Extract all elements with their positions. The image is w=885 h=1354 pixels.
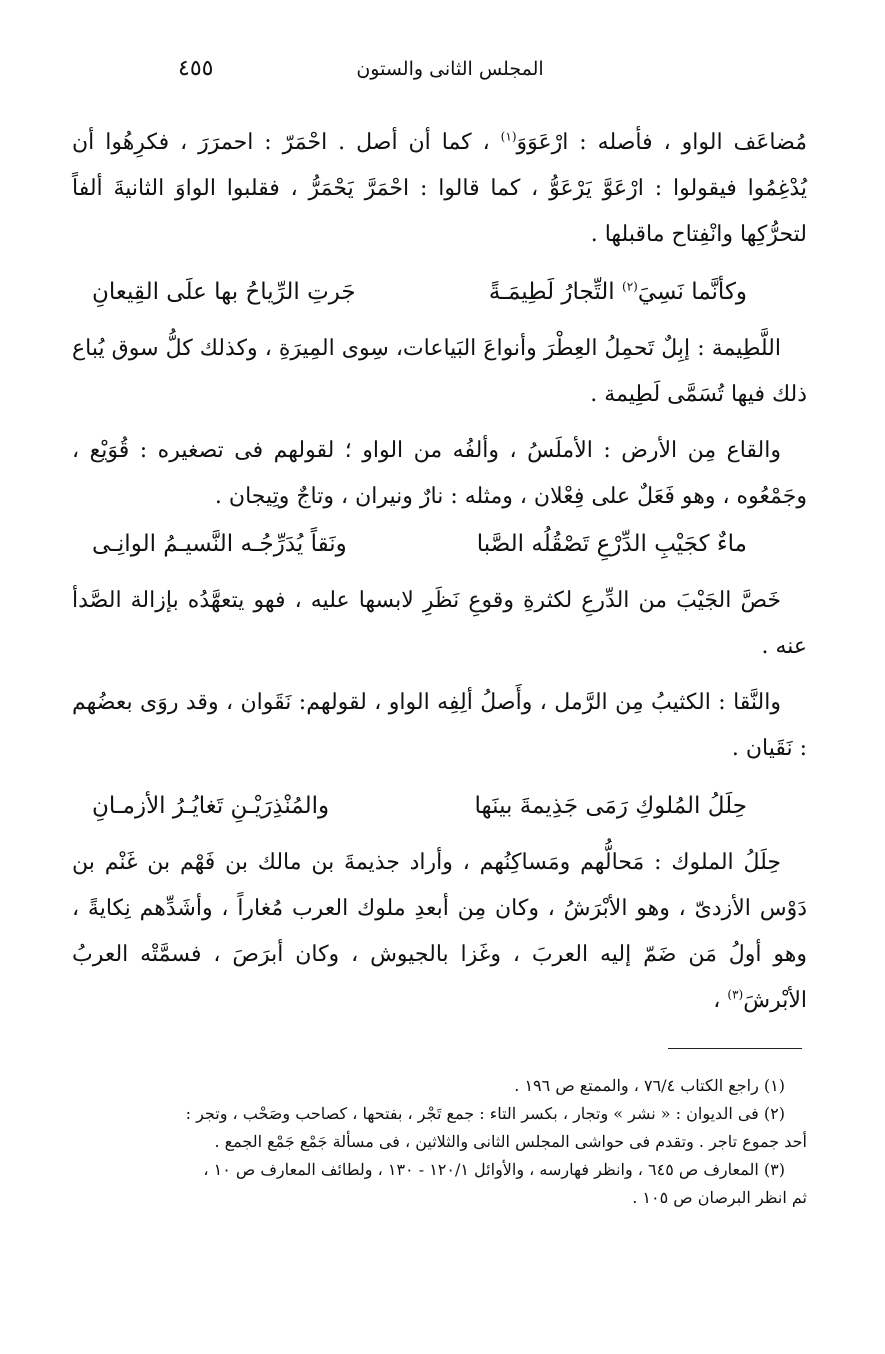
footnote-3: (٣) المعارف ص ٦٤٥ ، وانظر فهارسه ، والأوائل ١٢٠/١ - ١٣٠ ، ولطائف المعارف ص ١٠ ، bbox=[203, 1160, 785, 1179]
main-text bbox=[72, 120, 807, 1024]
verse-1-second-hemistich: جَرتِ الرِّياحُ بها علَى القِيعانِ bbox=[92, 279, 356, 305]
paragraph-6-end: ، bbox=[713, 988, 721, 1013]
verse-3-first-hemistich: حِلَلُ المُلوكِ رَمَى جَذِيمةَ بينَها bbox=[474, 793, 747, 819]
paragraph-1-rest: ، كما أن أصل . احْمَرّ : احمرَرَ ، فكرِهُوا أن يُدْغِمُوا فيقولوا : ارْعَوَّ يَرْعَوُّ ، كما قالوا : احْمَرَّ يَحْمَرُّ ، فقلبوا الواوَ الثانيةَ ألفاً لتحرُّكِها وانْفِتاح ماقبلها . bbox=[72, 130, 807, 247]
verse-2 bbox=[72, 520, 807, 568]
paragraph-4: خَصَّ الجَيْبَ من الدِّرعِ لكثرةِ وقوعِ نَظَرِ لابسها عليه ، فهو يتعهَّدُه بإزالة الصَّدأ عنه . bbox=[72, 588, 807, 659]
footnote-2-continued: أحد جموع تاجر . وتقدم فى حواشى المجلس الثانى والثلاثين ، فى مسألة جَمْع جَمْع الجمع . bbox=[214, 1132, 807, 1151]
running-title: المجلس الثانى والستون bbox=[356, 58, 544, 80]
paragraph-1-text: مُضاعَف الواو ، فأصله : ارْعَوَوَ bbox=[516, 130, 808, 155]
page-header bbox=[0, 56, 885, 92]
footnote-3-continued: ثم انظر البرصان ص ١٠٥ . bbox=[632, 1188, 807, 1207]
footnote-ref-1: (١) bbox=[500, 129, 517, 144]
footnote-ref-2: (٢) bbox=[622, 279, 638, 294]
verse-1-part-b: التِّجارُ لَطِيمَـةً bbox=[488, 279, 615, 305]
verse-3-second-hemistich: والمُنْذِرَيْـنِ تَغايُـرُ الأزمـانِ bbox=[92, 793, 330, 819]
footnote-divider bbox=[668, 1048, 802, 1049]
verse-2-first-hemistich: ماءٌ كجَيْبِ الدِّرْعِ تَصْقُلُه الصَّبا bbox=[476, 531, 747, 557]
footnotes bbox=[72, 1072, 807, 1212]
verse-2-second-hemistich: ونَقاً يُدَرِّجُـه النَّسيـمُ الوانِـى bbox=[92, 531, 347, 557]
verse-1-part-a: وكأنَّما نَسِيَ bbox=[637, 279, 747, 305]
verse-1 bbox=[72, 268, 807, 316]
paragraph-3: والقاع مِن الأرض : الأملَسُ ، وألفُه من الواو ؛ لقولهم فى تصغيره : قُوَيْع ، وجَمْعُوه ، وهو فَعَلٌ على فِعْلان ، ومثله : نارٌ ونيران ، وتاجٌ وتِيجان . bbox=[72, 438, 807, 509]
footnote-2: (٢) فى الديوان : « نشر » وتجار ، بكسر التاء : جمع تَجْر ، بفتحها ، كصاحب وصَحْب ، وتجر : bbox=[185, 1104, 785, 1123]
page-number: ٤٥٥ bbox=[178, 56, 214, 81]
verse-3 bbox=[72, 782, 807, 830]
footnote-ref-3: (٣) bbox=[727, 987, 744, 1002]
paragraph-6-text: حِلَلُ الملوك : مَحالُّهم ومَساكِنُهم ، وأراد جذيمةَ بن مالك بن فَهْم بن غَنْم بن دَوْس الأزدىّ ، وهو الأبْرَشُ ، وكان مِن أبعدِ ملوك العرب مُغاراً ، وأشَدِّهم نِكايةً ، وهو أولُ مَن ضَمّ إليه العربَ ، وغَزا بالجيوش ، وكان أبرَصَ ، فسمَّتْه العربُ الأبْرشَ bbox=[72, 850, 807, 1013]
paragraph-5: والنَّقا : الكثيبُ مِن الرَّمل ، وأَصلُ ألِفِه الواو ، لقولهم: نَقَوان ، وقد روَى بعضُهم : نَقَيان . bbox=[72, 690, 807, 761]
paragraph-2: اللَّطِيمة : إبِلٌ تَحمِلُ العِطْرَ وأنواعَ البَياعات، سِوى المِيرَةِ ، وكذلك كلُّ سوق يُباع ذلك فيها تُسَمَّى لَطِيمة . bbox=[72, 336, 807, 407]
paragraph-6 bbox=[72, 840, 807, 1024]
paragraph-1 bbox=[72, 120, 807, 258]
verse-1-first-hemistich bbox=[489, 268, 747, 316]
footnote-1: (١) راجع الكتاب ٧٦/٤ ، والممتع ص ١٩٦ . bbox=[514, 1076, 785, 1095]
